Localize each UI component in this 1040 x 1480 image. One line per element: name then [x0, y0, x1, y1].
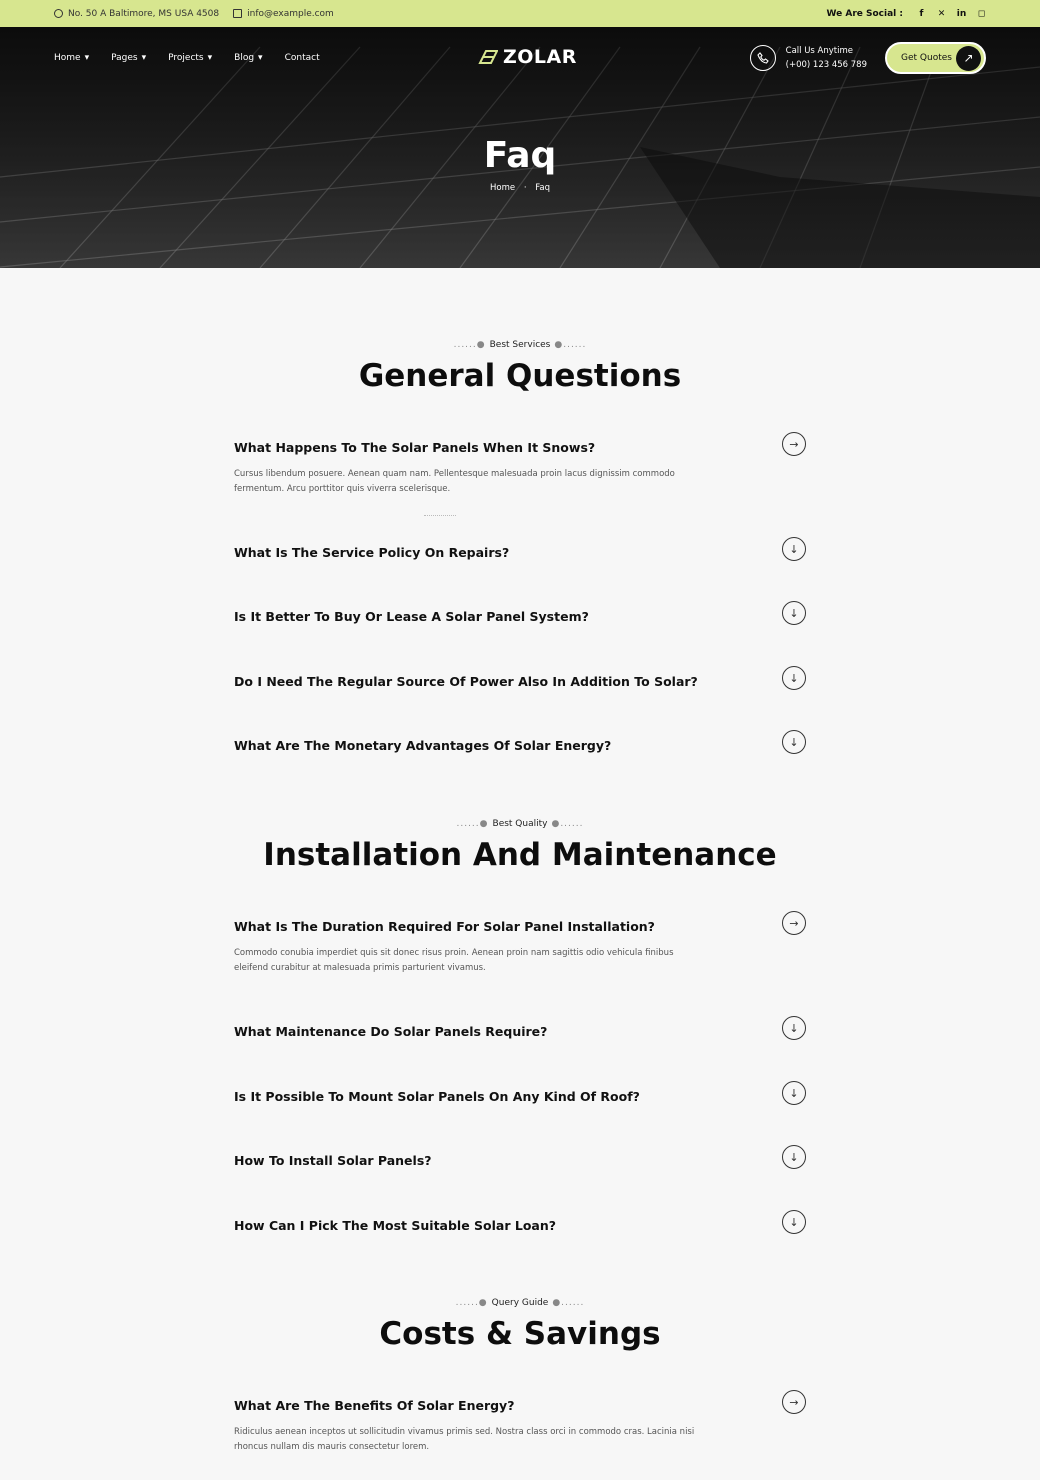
faq-item[interactable]: [234, 1021, 806, 1039]
nav-item-label: Home: [54, 53, 81, 63]
chevron-down-icon: ▾: [258, 53, 263, 63]
section-title: Costs & Savings: [379, 1316, 661, 1352]
faq-item[interactable]: [234, 916, 806, 976]
mail-icon: [233, 9, 242, 18]
arrow-down-icon[interactable]: ↓: [782, 1016, 806, 1040]
nav-item-pages[interactable]: [111, 53, 146, 63]
kicker-text: Best Services: [489, 340, 551, 350]
arrow-down-icon[interactable]: ↓: [782, 601, 806, 625]
section-kicker: ......● Best Services ●......: [453, 340, 587, 350]
page-hero: [0, 27, 1040, 268]
faq-item[interactable]: [234, 1086, 806, 1104]
arrow-right-icon[interactable]: →: [782, 432, 806, 456]
arrow-right-icon[interactable]: →: [782, 911, 806, 935]
section-kicker: ......● Query Guide ●......: [455, 1298, 585, 1308]
linkedin-icon[interactable]: in: [956, 8, 967, 19]
breadcrumb-current: Faq: [535, 183, 550, 193]
breadcrumb-separator-icon: ·: [523, 183, 527, 193]
arrow-down-icon[interactable]: ↓: [782, 1081, 806, 1105]
nav-item-home[interactable]: [54, 53, 89, 63]
page-title: Faq: [483, 135, 557, 176]
section-title: General Questions: [358, 358, 682, 394]
kicker-text: Best Quality: [492, 819, 548, 829]
faq-question[interactable]: How To Install Solar Panels?: [234, 1153, 432, 1168]
faq-question[interactable]: What Are The Monetary Advantages Of Solar Energy?: [234, 738, 612, 753]
address-info: [54, 9, 219, 19]
faq-question[interactable]: Is It Better To Buy Or Lease A Solar Panel System?: [234, 609, 589, 624]
faq-question[interactable]: What Are The Benefits Of Solar Energy?: [234, 1398, 515, 1413]
faq-item[interactable]: [234, 1395, 806, 1455]
nav-item-projects[interactable]: [168, 53, 212, 63]
chevron-down-icon: ▾: [84, 53, 90, 63]
faq-question[interactable]: Is It Possible To Mount Solar Panels On Any Kind Of Roof?: [234, 1089, 640, 1104]
breadcrumb-home[interactable]: Home: [490, 183, 516, 193]
call-label: Call Us Anytime: [785, 46, 853, 56]
faq-answer: Ridiculus aenean inceptos ut sollicitudin vivamus primis sed. Nostra class orci in commodo cras. Lacinia nisi rhoncus nullam dis mauris consectetur lorem.: [234, 1427, 695, 1452]
faq-answer: Cursus libendum posuere. Aenean quam nam. Pellentesque malesuada proin lacus dignissim commodo fermentum. Arcu porttitor quis viverra scelerisque.: [234, 469, 675, 494]
breadcrumb: [0, 183, 1040, 193]
main-nav: [0, 27, 1040, 89]
nav-item-label: Blog: [234, 53, 255, 63]
faq-item[interactable]: [234, 1150, 806, 1168]
x-icon[interactable]: ✕: [937, 8, 946, 19]
nav-item-blog[interactable]: [234, 53, 262, 63]
faq-item[interactable]: [234, 671, 806, 689]
faq-item[interactable]: [234, 606, 806, 624]
logo-text: ZOLAR: [503, 46, 577, 68]
section-title: Installation And Maintenance: [263, 837, 777, 873]
faq-item[interactable]: [234, 542, 806, 560]
chevron-down-icon: ▾: [141, 53, 147, 63]
site-logo[interactable]: [478, 46, 577, 68]
faq-question[interactable]: What Happens To The Solar Panels When It Snows?: [234, 440, 596, 455]
faq-item[interactable]: [234, 437, 806, 497]
instagram-icon[interactable]: ◻: [977, 8, 986, 19]
phone-number[interactable]: (+00) 123 456 789: [785, 60, 867, 70]
chevron-down-icon: ▾: [207, 53, 213, 63]
solar-logo-icon: [478, 49, 498, 65]
facebook-icon[interactable]: f: [919, 8, 924, 19]
nav-item-label: Contact: [284, 53, 320, 63]
email-link[interactable]: info@example.com: [247, 8, 334, 19]
nav-item-label: Pages: [111, 53, 138, 63]
faq-question[interactable]: What Is The Service Policy On Repairs?: [234, 545, 510, 560]
faq-question[interactable]: What Maintenance Do Solar Panels Require?: [234, 1024, 548, 1039]
faq-answer: Commodo conubia imperdiet quis sit donec risus proin. Aenean proin nam sagittis odio vehicula finibus eleifend curabitur at malesuada primis parturient vivamus.: [234, 948, 674, 973]
arrow-down-icon[interactable]: ↓: [782, 1210, 806, 1234]
top-bar: [0, 0, 1040, 27]
faq-item[interactable]: [234, 1215, 806, 1233]
nav-item-contact[interactable]: [285, 53, 320, 63]
arrow-up-right-icon: ↗: [956, 46, 981, 71]
get-quotes-button[interactable]: [885, 42, 986, 74]
faq-item[interactable]: [234, 735, 806, 753]
location-pin-icon: [54, 9, 63, 18]
section-kicker: ......● Best Quality ●......: [456, 819, 584, 829]
get-quotes-label: Get Quotes: [901, 53, 952, 63]
arrow-right-icon[interactable]: →: [782, 1390, 806, 1414]
divider: [424, 515, 456, 516]
faq-question[interactable]: Do I Need The Regular Source Of Power Also In Addition To Solar?: [234, 674, 698, 689]
arrow-down-icon[interactable]: ↓: [782, 537, 806, 561]
call-info[interactable]: [750, 44, 867, 72]
faq-question[interactable]: How Can I Pick The Most Suitable Solar Loan?: [234, 1218, 557, 1233]
social-label: We Are Social :: [826, 8, 903, 19]
arrow-down-icon[interactable]: ↓: [782, 666, 806, 690]
arrow-down-icon[interactable]: ↓: [782, 1145, 806, 1169]
faq-question[interactable]: What Is The Duration Required For Solar Panel Installation?: [234, 919, 655, 934]
address-text: No. 50 A Baltimore, MS USA 4508: [68, 8, 220, 19]
kicker-text: Query Guide: [491, 1298, 549, 1308]
email-info[interactable]: [233, 9, 334, 19]
nav-menu: [54, 53, 320, 63]
phone-icon: [750, 45, 776, 71]
arrow-down-icon[interactable]: ↓: [782, 730, 806, 754]
nav-item-label: Projects: [168, 53, 204, 63]
